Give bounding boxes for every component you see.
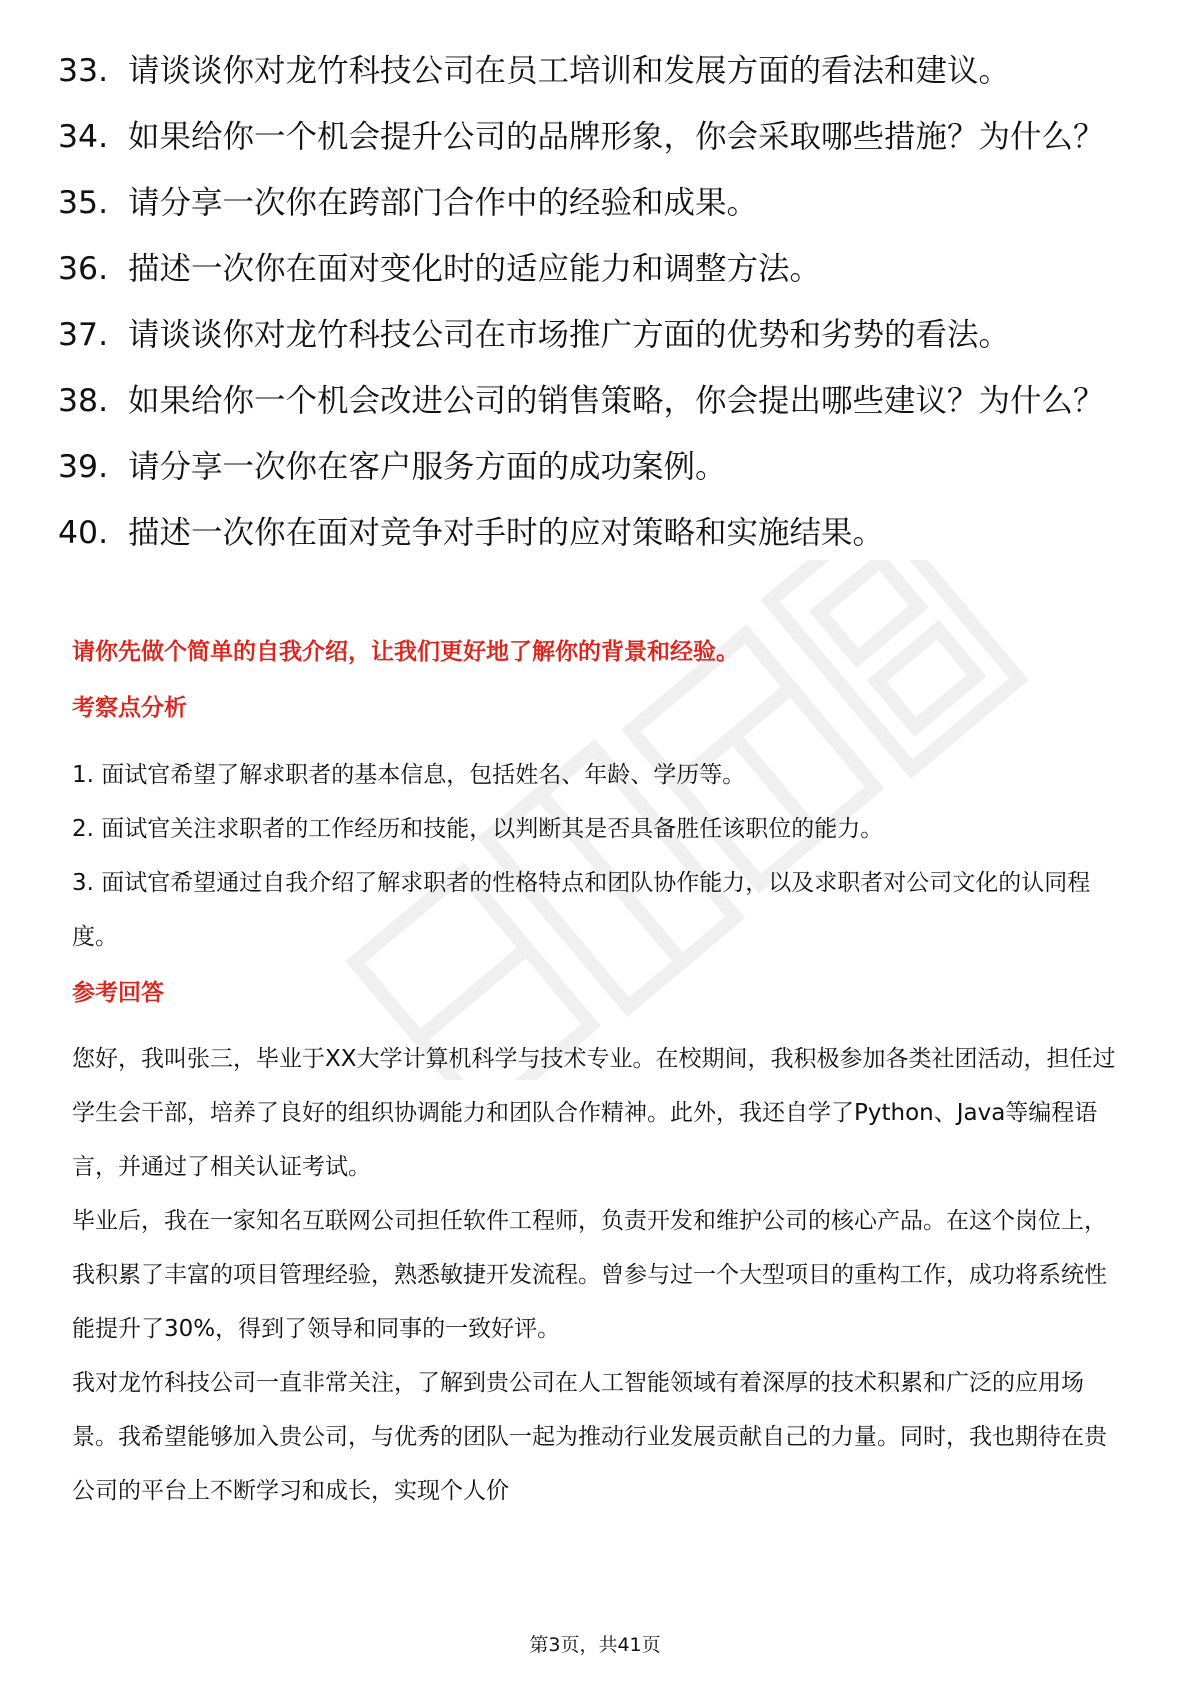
question-item <box>58 114 1148 160</box>
answer-paragraph: 我对龙竹科技公司一直非常关注，了解到贵公司在人工智能领域有着深厚的技术积累和广泛的应用场景。我希望能够加入贵公司，与优秀的团队一起为推动行业发展贡献自己的力量。同时，我也期待在贵公司的平台上不断学习和成长，实现个人价 <box>72 1370 1107 1504</box>
question-text: 如果给你一个机会改进公司的销售策略，你会提出哪些建议？为什么？ <box>128 383 1105 419</box>
question-list <box>58 48 1148 576</box>
question-number: 35. <box>58 185 109 221</box>
analysis-point: 2. 面试官关注求职者的工作经历和技能，以判断其是否具备胜任该职位的能力。 <box>72 816 884 842</box>
analysis-point: 3. 面试官希望通过自我介绍了解求职者的性格特点和团队协作能力，以及求职者对公司文化的认同程度。 <box>72 870 1091 950</box>
featured-question: 请你先做个简单的自我介绍，让我们更好地了解你的背景和经验。 <box>72 639 739 665</box>
question-text: 请谈谈你对龙竹科技公司在员工培训和发展方面的看法和建议。 <box>128 53 1011 89</box>
question-text: 请分享一次你在跨部门合作中的经验和成果。 <box>128 185 759 221</box>
question-number: 40. <box>58 515 109 551</box>
question-item <box>58 312 1148 358</box>
analysis-points <box>72 748 1122 964</box>
analysis-heading: 考察点分析 <box>72 695 187 721</box>
question-item <box>58 444 1148 490</box>
question-text: 请分享一次你在客户服务方面的成功案例。 <box>128 449 727 485</box>
question-item <box>58 246 1148 292</box>
answer-heading: 参考回答 <box>72 980 164 1006</box>
question-number: 33. <box>58 53 109 89</box>
question-text: 如果给你一个机会提升公司的品牌形象，你会采取哪些措施？为什么？ <box>128 119 1105 155</box>
question-number: 38. <box>58 383 109 419</box>
analysis-point: 1. 面试官希望了解求职者的基本信息，包括姓名、年龄、学历等。 <box>72 762 746 788</box>
question-text: 描述一次你在面对变化时的适应能力和调整方法。 <box>128 251 822 287</box>
question-text: 描述一次你在面对竞争对手时的应对策略和实施结果。 <box>128 515 885 551</box>
answer-body <box>72 1032 1122 1518</box>
question-number: 34. <box>58 119 109 155</box>
question-item <box>58 378 1148 424</box>
question-number: 36. <box>58 251 109 287</box>
question-item <box>58 180 1148 226</box>
question-text: 请谈谈你对龙竹科技公司在市场推广方面的优势和劣势的看法。 <box>128 317 1011 353</box>
page-number: 第3页，共41页 <box>529 1634 661 1656</box>
question-number: 37. <box>58 317 109 353</box>
question-item <box>58 510 1148 556</box>
question-number: 39. <box>58 449 109 485</box>
answer-paragraph: 您好，我叫张三，毕业于XX大学计算机科学与技术专业。在校期间，我积极参加各类社团活动，担任过学生会干部，培养了良好的组织协调能力和团队合作精神。此外，我还自学了Python、Java等编程语言，并通过了相关认证考试。 <box>72 1046 1116 1180</box>
answer-paragraph: 毕业后，我在一家知名互联网公司担任软件工程师，负责开发和维护公司的核心产品。在这个岗位上，我积累了丰富的项目管理经验，熟悉敏捷开发流程。曾参与过一个大型项目的重构工作，成功将系统性能提升了30%，得到了领导和同事的一致好评。 <box>72 1208 1107 1342</box>
question-item <box>58 48 1148 94</box>
